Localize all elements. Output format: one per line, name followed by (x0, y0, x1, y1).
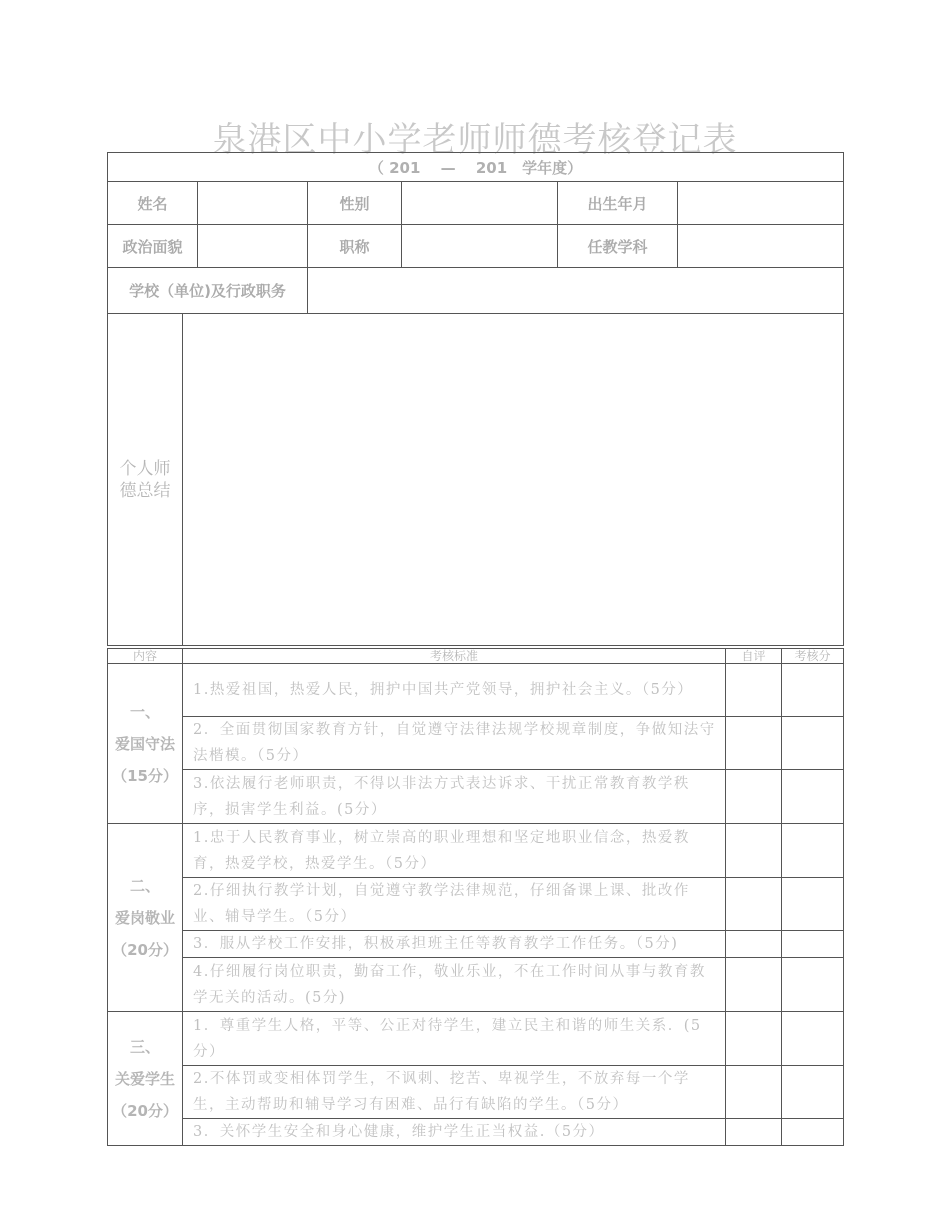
subject-label: 任教学科 (558, 225, 678, 268)
self-header: 自评 (726, 649, 782, 664)
criterion-item: 4.仔细履行岗位职责，勤奋工作，敬业乐业，不在工作时间从事与教育教学无关的活动。(5分) (183, 958, 726, 1012)
assessment-score-cell[interactable] (782, 1119, 844, 1146)
assessment-score-cell[interactable] (782, 1012, 844, 1066)
category-name: 爱国守法 (114, 734, 175, 753)
criterion-item: 1.忠于人民教育事业，树立崇高的职业理想和坚定地职业信念，热爱教育，热爱学校，热爱学生。（5分） (183, 824, 726, 878)
category-number: 三、 (129, 1037, 160, 1056)
category-label (108, 1012, 183, 1146)
self-score-cell[interactable] (726, 824, 782, 878)
summary-label: 个人师德总结 (108, 314, 183, 646)
criterion-item: 3.依法履行老师职责，不得以非法方式表达诉求、干扰正常教育教学秩序，损害学生利益。(5分） (183, 770, 726, 824)
political-label: 政治面貌 (108, 225, 198, 268)
self-score-cell[interactable] (726, 1066, 782, 1119)
form-title: 泉港区中小学老师师德考核登记表 (212, 120, 738, 160)
score-header: 考核分 (782, 649, 844, 664)
birth-field[interactable] (678, 182, 844, 225)
subject-field[interactable] (678, 225, 844, 268)
school-field[interactable] (308, 268, 844, 314)
birth-label: 出生年月 (558, 182, 678, 225)
assessment-score-cell[interactable] (782, 1066, 844, 1119)
criterion-item: 2.仔细执行教学计划，自觉遵守教学法律规范，仔细备课上课、批改作业、辅导学生。（5分） (183, 878, 726, 931)
category-points: （15分） (112, 766, 178, 785)
category-number: 一、 (129, 702, 160, 721)
criterion-item: 1．尊重学生人格，平等、公正对待学生，建立民主和谐的师生关系．(5分） (183, 1012, 726, 1066)
self-score-cell[interactable] (726, 958, 782, 1012)
title-field[interactable] (402, 225, 558, 268)
criterion-item: 2．全面贯彻国家教育方针，自觉遵守法律法规学校规章制度，争做知法守法楷模。（5分） (183, 717, 726, 770)
assessment-score-cell[interactable] (782, 717, 844, 770)
category-label (108, 664, 183, 824)
self-score-cell[interactable] (726, 931, 782, 958)
summary-field[interactable] (183, 314, 844, 646)
category-points: （20分） (112, 1101, 178, 1120)
assessment-score-cell[interactable] (782, 770, 844, 824)
self-score-cell[interactable] (726, 1012, 782, 1066)
content-header: 内容 (108, 649, 183, 664)
school-label: 学校（单位)及行政职务 (108, 268, 308, 314)
school-year-line: （ 201 — 201 学年度） (108, 153, 844, 182)
category-label (108, 824, 183, 1012)
assessment-score-cell[interactable] (782, 958, 844, 1012)
category-name: 爱岗敬业 (114, 908, 175, 927)
category-name: 关爱学生 (114, 1069, 175, 1088)
gender-field[interactable] (402, 182, 558, 225)
criterion-item: 2.不体罚或变相体罚学生，不讽刺、挖苦、卑视学生，不放弃每一个学生，主动帮助和辅导学习有困难、品行有缺陷的学生。（5分） (183, 1066, 726, 1119)
criterion-item: 3．服从学校工作安排，积极承担班主任等教育教学工作任务。（5分) (183, 931, 726, 958)
assessment-score-cell[interactable] (782, 931, 844, 958)
self-score-cell[interactable] (726, 664, 782, 717)
criteria-table (107, 648, 844, 1146)
criterion-item: 3．关怀学生安全和身心健康，维护学生正当权益.（5分） (183, 1119, 726, 1146)
self-score-cell[interactable] (726, 770, 782, 824)
info-table (107, 152, 844, 646)
self-score-cell[interactable] (726, 1119, 782, 1146)
self-score-cell[interactable] (726, 878, 782, 931)
name-field[interactable] (198, 182, 308, 225)
category-number: 二、 (129, 876, 160, 895)
assessment-score-cell[interactable] (782, 664, 844, 717)
gender-label: 性别 (308, 182, 402, 225)
self-score-cell[interactable] (726, 717, 782, 770)
assessment-score-cell[interactable] (782, 878, 844, 931)
name-label: 姓名 (108, 182, 198, 225)
political-field[interactable] (198, 225, 308, 268)
standard-header: 考核标准 (183, 649, 726, 664)
title-label: 职称 (308, 225, 402, 268)
assessment-score-cell[interactable] (782, 824, 844, 878)
criterion-item: 1.热爱祖国，热爱人民，拥护中国共产党领导，拥护社会主义。（5分） (183, 664, 726, 717)
category-points: （20分） (112, 940, 178, 959)
